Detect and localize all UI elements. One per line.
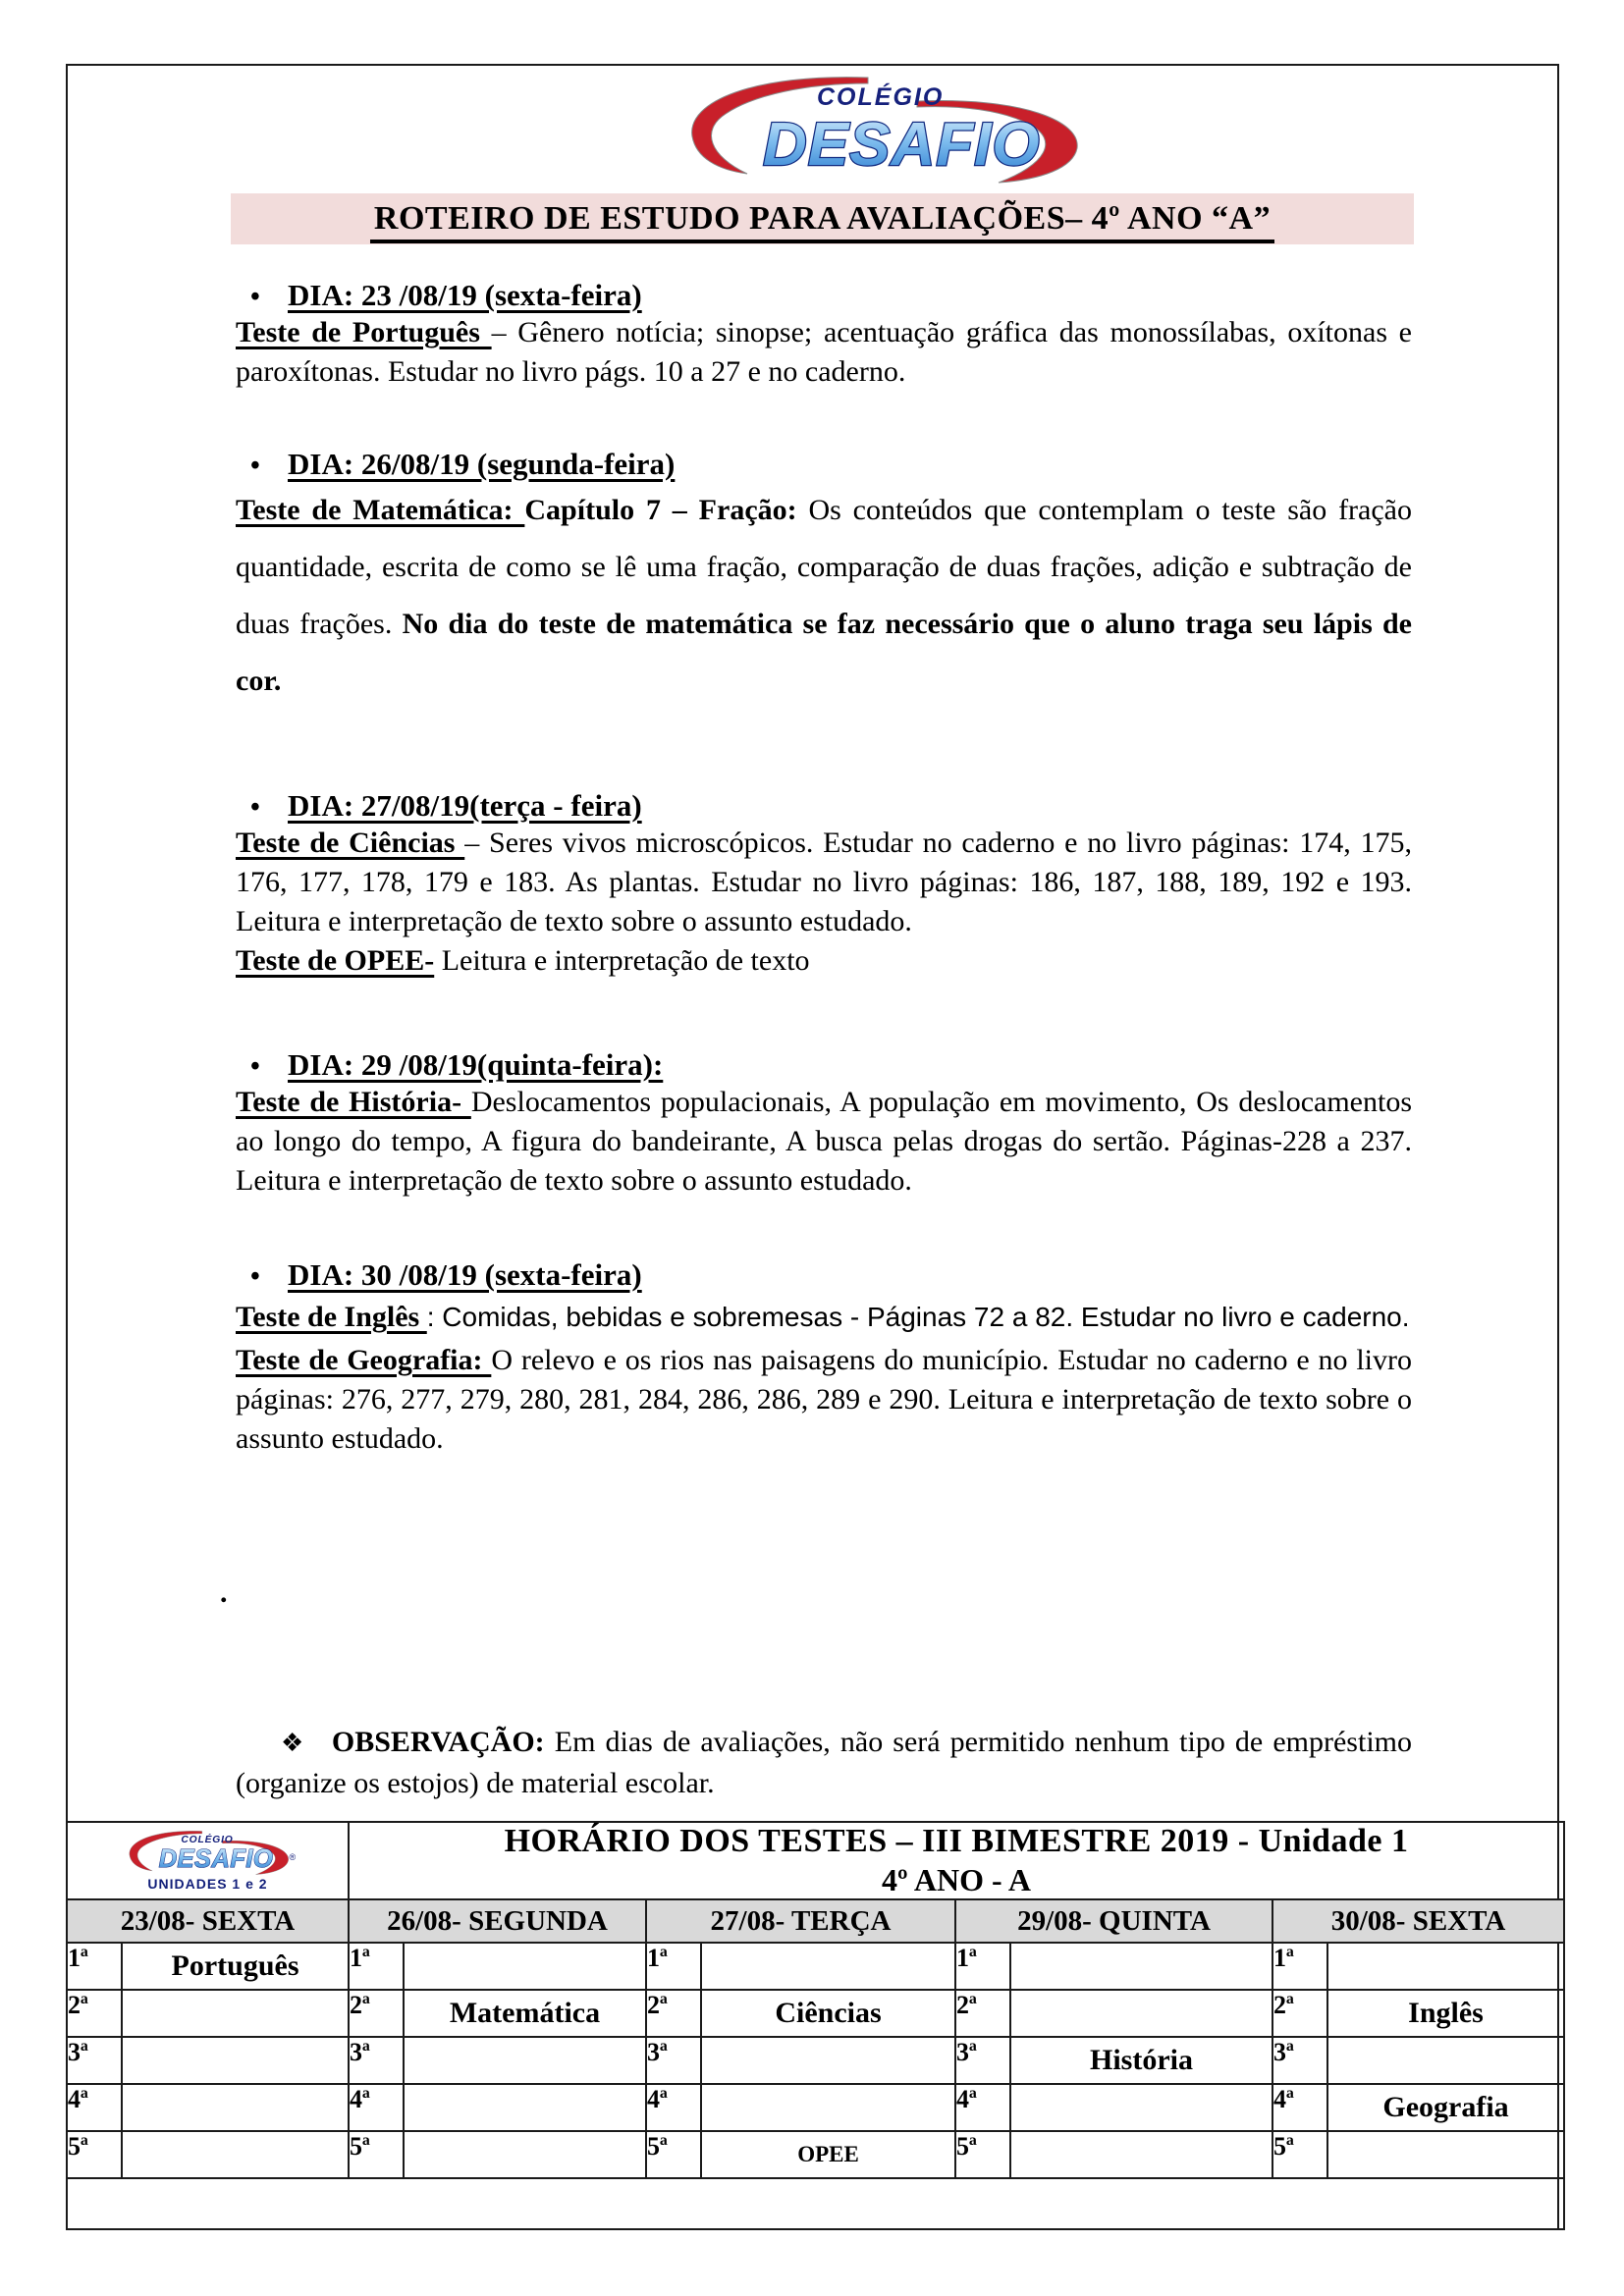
period-cell: 5ª	[67, 2131, 122, 2178]
test-body: – Gênero notícia; sinopse; acentuação gráfica das monossílabas, oxítonas e paroxítonas. Estudar no livro págs. 10 a 27 e no caderno.	[236, 316, 1412, 388]
test-item-ciencias	[236, 824, 1412, 941]
period-cell: 2ª	[349, 1990, 404, 2037]
day-heading-4	[250, 1047, 1412, 1083]
schedule-header-row	[67, 1822, 1564, 1899]
subject-cell: Matemática	[404, 1990, 646, 2037]
period-cell: 3ª	[955, 2037, 1010, 2084]
diamond-bullet-icon: ❖	[281, 1729, 306, 1757]
test-body: O relevo e os rios nas paisagens do município. Estudar no caderno e no livro páginas: 276, 277, 279, 280, 281, 284, 286, 286, 289 e 290. Leitura e interpretação de texto sobre o assunto estudado.	[236, 1344, 1412, 1455]
subject-cell	[1327, 1943, 1564, 1990]
schedule-row-4	[67, 2084, 1564, 2131]
schedule-row-1	[67, 1943, 1564, 1990]
test-item-ingles	[236, 1293, 1412, 1341]
period-cell: 2ª	[955, 1990, 1010, 2037]
day-header: 27/08- TERÇA	[646, 1899, 955, 1943]
observation-label: OBSERVAÇÃO:	[331, 1726, 555, 1758]
day-heading-text: DIA: 30 /08/19 (sexta-feira)	[288, 1257, 642, 1292]
test-item-portugues	[236, 313, 1412, 392]
bullet-icon: •	[250, 792, 260, 823]
subject-cell	[1327, 2131, 1564, 2178]
schedule-row-3	[67, 2037, 1564, 2084]
period-cell: 3ª	[646, 2037, 701, 2084]
period-cell: 5ª	[955, 2131, 1010, 2178]
period-cell: 3ª	[349, 2037, 404, 2084]
test-body: : Comidas, bebidas e sobremesas - Páginas 72 a 82. Estudar no livro e caderno.	[426, 1302, 1410, 1332]
subject-cell	[701, 2084, 955, 2131]
page-title: ROTEIRO DE ESTUDO PARA AVALIAÇÕES– 4º ANO “A”	[370, 200, 1274, 243]
test-label: Teste de História-	[236, 1086, 471, 1118]
subject-cell	[404, 1943, 646, 1990]
subject-cell	[122, 2084, 349, 2131]
day-heading-3	[250, 788, 1412, 824]
subject-cell	[404, 2084, 646, 2131]
test-label: Teste de Português	[236, 316, 492, 348]
schedule-day-header-row	[67, 1899, 1564, 1943]
bullet-icon: •	[250, 282, 260, 312]
subject-cell: História	[1010, 2037, 1272, 2084]
observation-body: Em dias de avaliações, não será permitido nenhum tipo de empréstimo (organize os estojos) de material escolar.	[236, 1726, 1412, 1799]
period-cell: 5ª	[646, 2131, 701, 2178]
school-logo	[657, 72, 1109, 184]
stray-period: .	[220, 1576, 228, 1609]
bullet-icon: •	[250, 1261, 260, 1292]
schedule-empty-row	[67, 2178, 1564, 2229]
period-cell: 1ª	[67, 1943, 122, 1990]
day-header: 30/08- SEXTA	[1272, 1899, 1564, 1943]
logo-name-text: DESAFIO	[158, 1844, 273, 1873]
period-cell: 1ª	[1272, 1943, 1327, 1990]
test-label: Teste de Matemática:	[236, 494, 525, 526]
test-label: Teste de OPEE-	[236, 944, 435, 977]
period-cell: 2ª	[67, 1990, 122, 2037]
test-label: Teste de Ciências	[236, 827, 465, 859]
subject-cell	[1327, 2037, 1564, 2084]
day-header: 23/08- SEXTA	[67, 1899, 349, 1943]
subject-cell	[1010, 1943, 1272, 1990]
period-cell: 3ª	[1272, 2037, 1327, 2084]
school-logo-small-graphic	[115, 1829, 301, 1875]
day-heading-text: DIA: 23 /08/19 (sexta-feira)	[288, 278, 642, 312]
test-label: Teste de Inglês	[236, 1301, 427, 1333]
logo-units-text: UNIDADES 1 e 2	[147, 1875, 268, 1892]
period-cell: 5ª	[1272, 2131, 1327, 2178]
logo-college-text: COLÉGIO	[180, 1834, 234, 1845]
day-header: 29/08- QUINTA	[955, 1899, 1272, 1943]
subject-cell: OPEE	[701, 2131, 955, 2178]
schedule-logo-cell	[67, 1822, 349, 1899]
day-heading-text: DIA: 29 /08/19(quinta-feira):	[288, 1047, 664, 1082]
subject-cell: Inglês	[1327, 1990, 1564, 2037]
subject-cell	[701, 1943, 955, 1990]
test-body: – Seres vivos microscópicos. Estudar no caderno e no livro páginas: 174, 175, 176, 177, 178, 179 e 183. As plantas. Estudar no livro páginas: 186, 187, 188, 189, 192 e 193. Leitura e interpretação de texto sobre o assunto estudado.	[236, 827, 1412, 937]
subject-cell	[701, 2037, 955, 2084]
subject-cell	[404, 2131, 646, 2178]
bullet-icon: •	[250, 451, 260, 481]
title-bar	[231, 193, 1414, 244]
period-cell: 3ª	[67, 2037, 122, 2084]
subject-cell	[1010, 2084, 1272, 2131]
observation-note	[236, 1722, 1412, 1803]
test-label: Teste de Geografia:	[236, 1344, 492, 1376]
subject-cell: Português	[122, 1943, 349, 1990]
day-heading-text: DIA: 26/08/19 (segunda-feira)	[288, 447, 676, 481]
subject-cell	[122, 2037, 349, 2084]
day-heading-2	[250, 447, 1412, 482]
period-cell: 4ª	[67, 2084, 122, 2131]
schedule-title: HORÁRIO DOS TESTES – III BIMESTRE 2019 - Unidade 1	[504, 1823, 1409, 1859]
subject-cell: Ciências	[701, 1990, 955, 2037]
school-logo-small	[115, 1829, 301, 1892]
period-cell: 1ª	[349, 1943, 404, 1990]
test-tail: No dia do teste de matemática se faz necessário que o aluno traga seu lápis de cor.	[236, 608, 1412, 697]
empty-strip-cell	[67, 2178, 1564, 2229]
day-heading-5	[250, 1257, 1412, 1293]
subject-cell	[1010, 1990, 1272, 2037]
test-body: Os conteúdos que contemplam o teste são fração quantidade, escrita de como se lê uma fração, comparação de duas frações, adição e subtração de duas frações.	[236, 494, 1412, 640]
schedule-subtitle: 4º ANO - A	[882, 1862, 1031, 1897]
period-cell: 4ª	[955, 2084, 1010, 2131]
day-heading-text: DIA: 27/08/19(terça - feira)	[288, 788, 642, 823]
test-lead: Capítulo 7 – Fração:	[524, 494, 809, 526]
period-cell: 4ª	[1272, 2084, 1327, 2131]
day-header: 26/08- SEGUNDA	[349, 1899, 646, 1943]
test-item-matematica	[236, 482, 1412, 710]
registered-mark: ®	[288, 1851, 296, 1862]
subject-cell	[122, 1990, 349, 2037]
day-heading-1	[250, 278, 1412, 313]
test-schedule-table	[66, 1821, 1565, 2230]
test-body: Leitura e interpretação de texto	[434, 944, 810, 977]
subject-cell: Geografia	[1327, 2084, 1564, 2131]
bullet-icon: •	[250, 1051, 260, 1082]
document-body	[68, 278, 1557, 1803]
subject-cell	[404, 2037, 646, 2084]
period-cell: 1ª	[646, 1943, 701, 1990]
period-cell: 4ª	[646, 2084, 701, 2131]
schedule-row-5	[67, 2131, 1564, 2178]
schedule-row-2	[67, 1990, 1564, 2037]
logo-college-text: COLÉGIO	[817, 83, 945, 111]
period-cell: 5ª	[349, 2131, 404, 2178]
period-cell: 2ª	[646, 1990, 701, 2037]
period-cell: 2ª	[1272, 1990, 1327, 2037]
test-body: Deslocamentos populacionais, A população em movimento, Os deslocamentos ao longo do tempo, A figura do bandeirante, A busca pelas drogas do sertão. Páginas-228 a 237. Leitura e interpretação de texto sobre o assunto estudado.	[236, 1086, 1412, 1197]
logo-name-text: DESAFIO	[763, 111, 1041, 179]
test-item-opee	[236, 941, 1412, 981]
period-cell: 4ª	[349, 2084, 404, 2131]
school-logo-graphic	[657, 72, 1109, 184]
subject-cell	[122, 2131, 349, 2178]
period-cell: 1ª	[955, 1943, 1010, 1990]
schedule-title-cell	[349, 1822, 1564, 1899]
document-page	[66, 64, 1559, 2230]
test-item-historia	[236, 1083, 1412, 1201]
test-item-geografia	[236, 1341, 1412, 1459]
subject-cell	[1010, 2131, 1272, 2178]
